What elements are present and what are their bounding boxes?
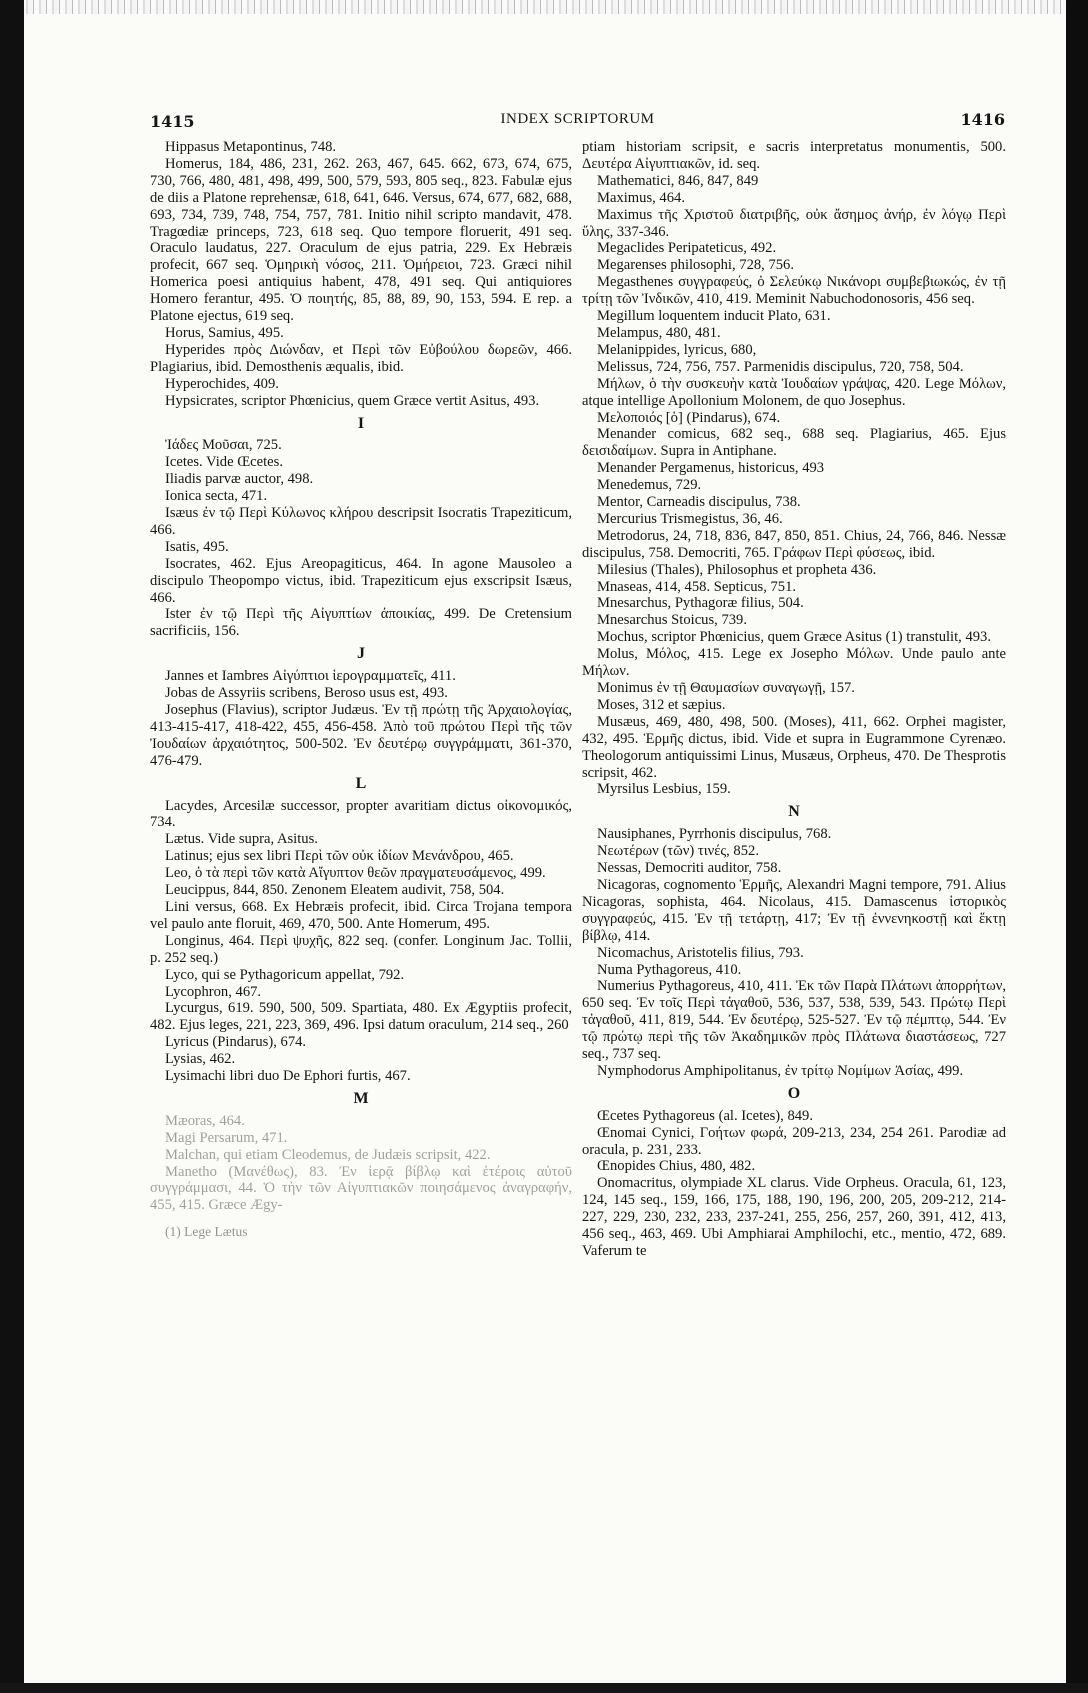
index-entry: Molus, Μόλος, 415. Lege ex Josepho Μόλων. Unde paulo ante Μήλων.	[582, 646, 1006, 680]
page-number-left: 1415	[150, 112, 195, 131]
page-number-right: 1416	[960, 110, 1005, 129]
index-entry: Homerus, 184, 486, 231, 262. 263, 467, 645. 662, 673, 674, 675, 730, 766, 480, 481, 498, 499, 500, 579, 593, 805 seq., 823. Fabulæ ejus de diis a Platone reprehensæ, 618, 641, 646. Versus, 674, 677, 682, 688, 693, 734, 739, 748, 754, 757, 781. Initio nihil scripto mandavit, 478. Tragœdiæ princeps, 723, 618 seq. Quo tempore floruerit, 491 seq. Oraculo laudatus, 227. Oraculum de ejus patria, 229. Ex Hebræis profecit, 667 seq. Ὁμηρικὴ νόσος, 211. Ὁμήρειοι, 723. Græci nihil Homerica poesi antiquius habent, 478, 491 seq. Qui antiquiores Homero ferantur, 495. Ὁ ποιητής, 85, 88, 89, 90, 153, 594. E rep. a Platone ejectus, 619 seq.	[150, 155, 572, 325]
index-entry: Mnesarchus, Pythagoræ filius, 504.	[597, 595, 804, 612]
index-entry: Jannes et Iambres Αἰγύπτιοι ἱερογραμματεῖς, 411.	[165, 668, 456, 685]
index-entry: Lycophron, 467.	[165, 983, 262, 1000]
page-title: INDEX SCRIPTORUM	[500, 111, 655, 127]
index-entry: Melanippides, lyricus, 680,	[597, 341, 757, 358]
index-entry-continued: ptiam historiam scripsit, e sacris interpretatus monumentis, 500. Δευτέρα Αἰγυπτιακῶν, id. seq.	[582, 139, 1006, 172]
index-entry: Lacydes, Arcesilæ successor, propter avaritiam dictus οἰκονομικός, 734.	[150, 797, 572, 831]
index-entry: Isatis, 495.	[165, 538, 229, 555]
index-entry: Hippasus Metapontinus, 748.	[165, 139, 337, 155]
index-entry: Iliadis parvæ auctor, 498.	[165, 471, 314, 488]
index-entry: Mercurius Trismegistus, 36, 46.	[597, 510, 783, 527]
index-entry: Megasthenes συγγραφεύς, ὁ Σελεύκῳ Νικάνορι συμβεβιωκώς, ἐν τῇ τρίτῃ τῶν Ἰνδικῶν, 410, 419. Meminit Nabuchodonosoris, 456 seq.	[582, 274, 1006, 308]
index-entry: Œnopides Chius, 480, 482.	[597, 1158, 756, 1175]
index-entry: Milesius (Thales), Philosophus et propheta 436.	[597, 561, 877, 578]
index-entry: Longinus, 464. Περὶ ψυχῆς, 822 seq. (confer. Longinum Jac. Tollii, p. 252 seq.)	[150, 932, 572, 966]
right-column	[582, 139, 1006, 1260]
footnote: (1) Lege Lætus	[165, 1224, 248, 1240]
index-entry: Mochus, scriptor Phœnicius, quem Græce Asitus (1) transtulit, 493.	[597, 629, 991, 646]
scan-bottom-border	[0, 1683, 1088, 1693]
index-entry: Moses, 312 et sæpius.	[597, 696, 726, 713]
index-entry: Lysimachi libri duo De Ephori furtis, 467.	[165, 1068, 411, 1085]
index-entry: Maximus, 464.	[597, 189, 685, 206]
index-entry: Nicomachus, Aristotelis filius, 793.	[597, 944, 804, 961]
index-entry: Icetes. Vide Œcetes.	[165, 454, 283, 471]
index-entry: Metrodorus, 24, 718, 836, 847, 850, 851. Chius, 24, 766, 846. Nessæ discipulus, 758. Democriti, 765. Γράφων Περὶ φύσεως, ibid.	[582, 527, 1006, 561]
index-entry: Œnomai Cynici, Γοήτων φωρά, 209-213, 234, 254 261. Parodiæ ad oracula, p. 231, 233.	[582, 1124, 1006, 1158]
index-entry: Menander comicus, 682 seq., 688 seq. Plagiarius, 465. Ejus δεισιδαίμων. Supra in Antiphane.	[582, 426, 1006, 460]
index-entry: Lycurgus, 619. 590, 500, 509. Spartiata, 480. Ex Ægyptiis profecit, 482. Ejus leges, 221, 223, 369, 496. Ipsi datum oraculum, 214 seq., 260	[150, 1000, 572, 1034]
index-entry: Nessas, Democriti auditor, 758.	[597, 860, 782, 877]
index-entry: Nymphodorus Amphipolitanus, ἐν τρίτῳ Νομίμων Ἀσίας, 499.	[597, 1062, 964, 1079]
index-entry: Μελοποιός [ὁ] (Pindarus), 674.	[597, 409, 781, 426]
index-entry: Leucippus, 844, 850. Zenonem Eleatem audivit, 758, 504.	[165, 882, 505, 899]
index-entry: Nicagoras, cognomento Ἑρμῆς, Alexandri Magni tempore, 791. Alius Nicagoras, sophista, 464. Nicolaus, 415. Damascenus ἱστορικὸς συγγραφεύς, 415. Ἐν τῇ τετάρτῃ, 417; Ἐν τῇ ἐννενηκοστῇ καὶ ἕκτῃ βίβλῳ, 414.	[582, 876, 1006, 944]
index-entry: Megaclides Peripateticus, 492.	[597, 240, 777, 257]
index-entry: Lyco, qui se Pythagoricum appellat, 792.	[165, 966, 405, 983]
index-entry-faded: Magi Persarum, 471.	[165, 1129, 288, 1146]
section-letter: L	[355, 774, 367, 792]
index-entry: Lætus. Vide supra, Asitus.	[165, 831, 318, 848]
index-entry-faded: Manetho (Μανέθως), 83. Ἐν ἱερᾷ βίβλῳ καὶ ἑτέροις αὐτοῦ συγγράμμασι, 44. Ὁ τὴν τῶν Αἰγυπτιακῶν ποιησάμενος ἀναγραφήν, 455, 415. Græce Ægy-	[150, 1163, 572, 1214]
index-entry: Hypsicrates, scriptor Phœnicius, quem Græce vertit Asitus, 493.	[165, 392, 540, 409]
index-entry: Monimus ἐν τῇ Θαυμασίων συναγωγῇ, 157.	[597, 680, 855, 696]
scan-right-border	[1066, 0, 1088, 1693]
index-entry: Mnesarchus Stoicus, 739.	[597, 612, 747, 629]
scan-left-border	[0, 0, 24, 1693]
index-entry: Mathematici, 846, 847, 849	[597, 172, 759, 189]
index-entry: Ionica secta, 471.	[165, 488, 268, 505]
index-entry: Latinus; ejus sex libri Περὶ τῶν οὐκ ἰδίων Μενάνδρου, 465.	[165, 848, 514, 865]
index-entry: Ἰάδες Μοῦσαι, 725.	[165, 437, 282, 454]
index-entry: Leo, ὁ τὰ περὶ τῶν κατὰ Αἴγυπτον θεῶν πραγματευσάμενος, 499.	[165, 865, 546, 882]
index-entry: Jobas de Assyriis scribens, Beroso usus est, 493.	[165, 685, 448, 702]
index-entry: Hyperides πρὸς Διώνδαν, et Περὶ τῶν Εὐβούλου δωρεῶν, 466. Plagiarius, ibid. Demosthenis æqualis, ibid.	[150, 341, 572, 375]
index-entry: Numerius Pythagoreus, 410, 411. Ἐκ τῶν Παρὰ Πλάτωνι ἀπορρήτων, 650 seq. Ἐν τοῖς Περὶ τἀγαθοῦ, 536, 537, 538, 539, 543. Πρώτῳ Περὶ τἀγαθοῦ, 411, 819, 544. Ἐν δευτέρῳ, 525-527. Ἐν τῷ πέμπτῳ, 544. Ἐν τῷ πρώτῳ περὶ τῆς τῶν Ἀκαδημικῶν πρὸς Πλάτωνα διαστάσεως, 727 seq., 737 seq.	[582, 978, 1006, 1063]
index-entry: Œcetes Pythagoreus (al. Icetes), 849.	[597, 1107, 813, 1124]
index-entry: Melampus, 480, 481.	[597, 324, 721, 341]
index-entry-faded: Mæoras, 464.	[165, 1112, 245, 1129]
index-entry: Lysias, 462.	[165, 1051, 236, 1068]
index-entry: Megillum loquentem inducit Plato, 631.	[597, 308, 831, 325]
index-entry: Μήλων, ὁ τὴν συσκευὴν κατὰ Ἰουδαίων γράψας, 420. Lege Μόλων, atque intellige Apollonium Molonem, de quo Josephus.	[582, 375, 1006, 409]
index-entry: Isæus ἐν τῷ Περὶ Κύλωνος κλήρου descripsit Isocratis Trapeziticum, 466.	[150, 505, 572, 538]
index-entry: Mnaseas, 414, 458. Septicus, 751.	[597, 578, 797, 595]
index-entry: Horus, Samius, 495.	[165, 324, 284, 341]
left-column	[150, 139, 572, 1241]
section-letter: M	[353, 1089, 369, 1107]
index-entry: Maximus τῆς Χριστοῦ διατριβῆς, οὐκ ἄσημος ἀνήρ, ἐν λόγῳ Περὶ ὕλης, 337-346.	[582, 206, 1006, 240]
index-entry: Ister ἐν τῷ Περὶ τῆς Αἰγυπτίων ἀποικίας, 499. De Cretensium sacrificiis, 156.	[150, 606, 572, 640]
index-entry: Lini versus, 668. Ex Hebræis profecit, ibid. Circa Trojana tempora vel paulo ante floruit, 469, 470, 500. Ante Homerum, 495.	[150, 898, 572, 932]
index-entry: Nausiphanes, Pyrrhonis discipulus, 768.	[597, 826, 832, 843]
index-entry: Onomacritus, olympiade XL clarus. Vide Orpheus. Oracula, 61, 123, 124, 145 seq., 159, 166, 175, 188, 190, 196, 200, 205, 209-212, 214-227, 229, 230, 232, 233, 237-241, 255, 256, 257, 260, 391, 412, 413, 456 seq., 463, 469. Ubi Amphiarai Amphilochi, etc., mentio, 472, 689. Vaferum te	[582, 1175, 1006, 1259]
index-entry: Melissus, 724, 756, 757. Parmenidis discipulus, 720, 758, 504.	[597, 358, 964, 375]
index-entry: Megarenses philosophi, 728, 756.	[597, 257, 794, 274]
index-entry: Νεωτέρων (τῶν) τινές, 852.	[597, 843, 759, 860]
section-letter: O	[787, 1084, 801, 1102]
index-entry: Musæus, 469, 480, 498, 500. (Moses), 411, 662. Orphei magister, 432, 495. Ἑρμῆς dictus, ibid. Vide et supra in Eugrammone Cyrenæo. Theologorum antiquissimi Linus, Musæus, Orpheus, 470. De Thesprotis scripsit, 462.	[582, 713, 1006, 781]
index-entry: Hyperochides, 409.	[165, 375, 279, 392]
section-letter: I	[357, 414, 365, 432]
index-entry: Lyricus (Pindarus), 674.	[165, 1034, 307, 1051]
scan-top-edge	[0, 0, 1088, 14]
index-entry: Numa Pythagoreus, 410.	[597, 961, 742, 978]
index-entry: Isocrates, 462. Ejus Areopagiticus, 464. In agone Mausoleo a discipulo Theopompo victus, ibid. Trapeziticum ejus exscripsit Isæus, 466.	[150, 555, 572, 606]
page-header	[150, 108, 1005, 132]
index-entry: Mentor, Carneadis discipulus, 738.	[597, 494, 801, 511]
index-entry-faded: Malchan, qui etiam Cleodemus, de Judæis scripsit, 422.	[165, 1146, 491, 1163]
index-entry: Menedemus, 729.	[597, 477, 702, 494]
section-letter: J	[357, 645, 365, 663]
index-entry: Josephus (Flavius), scriptor Judæus. Ἐν τῇ πρώτῃ τῆς Ἀρχαιολογίας, 413-415-417, 418-422, 455, 456-458. Ἀπὸ τοῦ πρώτου Περὶ τῆς τῶν Ἰουδαίων ἀρχαιότητος, 500-502. Ἐν δευτέρῳ συγγράμματι, 361-370, 476-479.	[150, 702, 572, 769]
index-entry: Myrsilus Lesbius, 159.	[597, 781, 731, 798]
section-letter: N	[788, 803, 800, 821]
index-entry: Menander Pergamenus, historicus, 493	[597, 460, 825, 477]
